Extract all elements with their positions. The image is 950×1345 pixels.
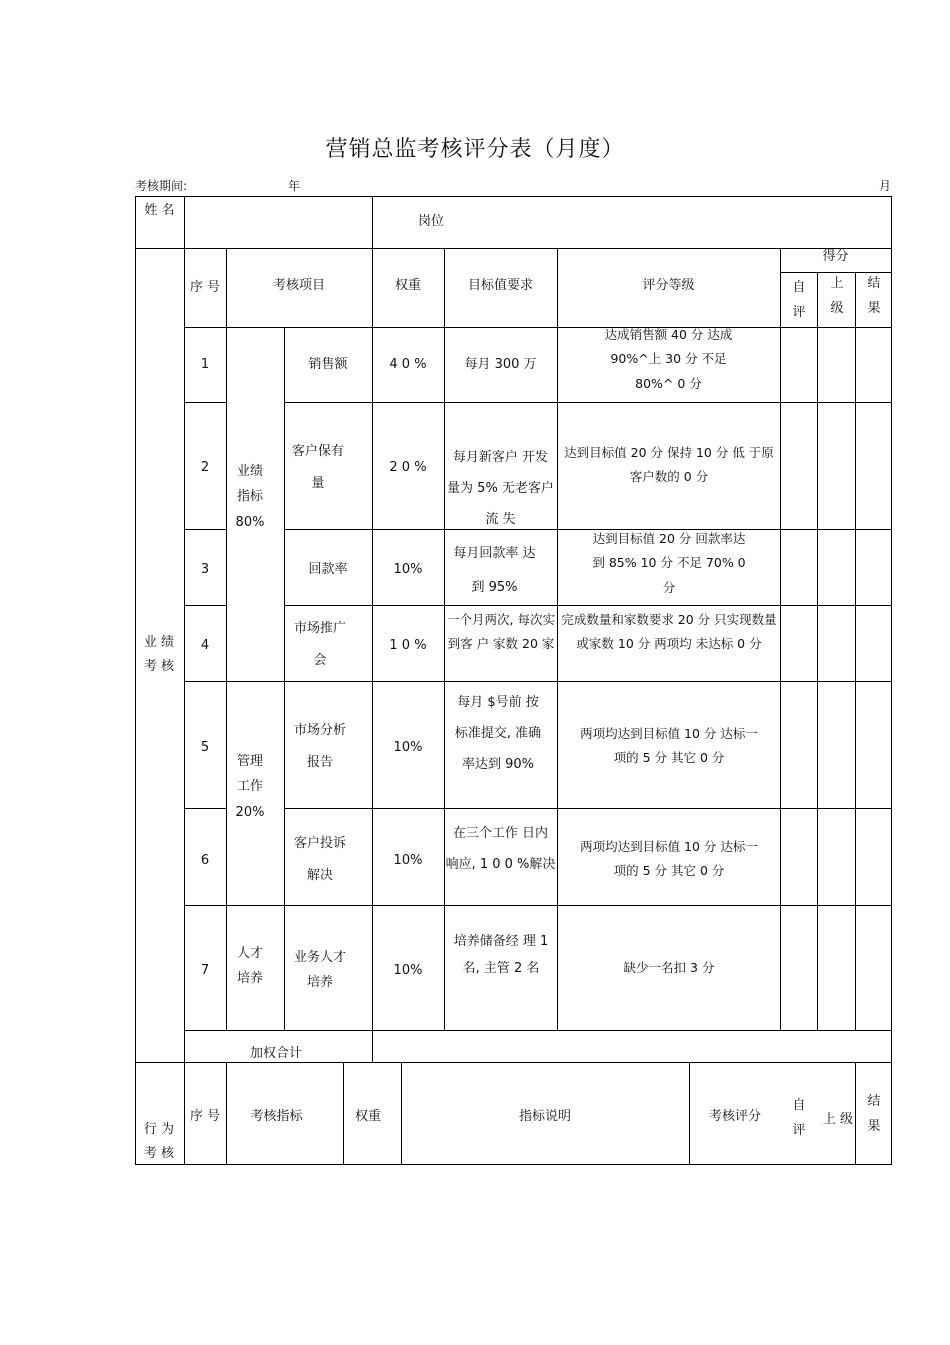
col-result: 结 果 [867,276,881,316]
row-item: 客户投诉 解决 [293,836,346,883]
behavior-col-score: 考核评分 [708,1109,761,1124]
row-seq: 2 [200,460,210,475]
row-weight: 10% [393,853,423,868]
page-title: 营销总监考核评分表（月度） [325,137,625,162]
row-item: 回款率 [308,562,348,577]
period-year: 年 [288,179,301,193]
name-field[interactable] [185,197,371,247]
period-month: 月 [879,179,892,193]
category-performance: 业绩 指标 80% [235,464,265,530]
row-item: 客户保有 量 [291,444,344,491]
row-weight: 10% [393,740,423,755]
col-grading: 评分等级 [642,278,695,293]
category-management: 管理 工作 20% [235,754,265,820]
row-item: 业务人才 培养 [293,950,346,991]
row-grading: 达到目标值 20 分 保持 10 分 低 于原客户数的 0 分 [564,445,774,485]
col-item: 考核项目 [272,278,325,293]
position-label: 岗位 [417,214,444,229]
row-target: 培养储备经 理 1 名, 主管 2 名 [453,934,549,976]
row-grading: 达到目标值 20 分 回款率达到 85% 10 分 不足 70% 0 分 [592,531,746,595]
row-weight: 2 0 % [389,460,427,475]
row-target: 在三个工作 日内 响应, 1 0 0 %解决 [445,826,556,873]
row-target: 每月新客户 开发 量为 5% 无老客户流 失 [447,450,554,528]
position-field[interactable] [460,197,890,247]
behavior-col-seq: 序 号 [189,1109,221,1124]
row-seq: 3 [200,562,210,577]
row-item: 市场推广 会 [293,621,346,668]
col-superior: 上 级 [830,276,844,316]
col-weight: 权重 [394,278,421,293]
row-weight: 1 0 % [389,638,427,653]
row-seq: 6 [200,853,210,868]
row-target: 一个月两次, 每次实到客 户 家数 20 家 [447,612,555,652]
behavior-col-weight: 权重 [354,1109,381,1124]
row-grading: 两项均达到目标值 10 分 达标一项的 5 分 其它 0 分 [580,839,758,879]
row-seq: 1 [200,357,210,372]
row-grading: 两项均达到目标值 10 分 达标一项的 5 分 其它 0 分 [580,726,758,766]
category-talent: 人才 培养 [236,946,263,987]
row-grading: 达成销售额 40 分 达成 90%^上 30 分 不足 80%^ 0 分 [604,327,733,391]
row-item: 市场分析 报告 [293,723,346,770]
name-label: 姓 名 [144,203,175,218]
row-weight: 10% [393,562,423,577]
row-seq: 5 [200,740,210,755]
weighted-total-label: 加权合计 [249,1046,302,1061]
col-self: 自 评 [792,280,806,320]
weighted-total-field[interactable] [373,1031,890,1061]
col-target: 目标值要求 [467,278,533,293]
section-behavior-label: 行 为 考 核 [143,1122,175,1162]
row-weight: 4 0 % [389,357,427,372]
row-grading: 完成数量和家数要求 20 分 只实现数量或家数 10 分 两项均 未达标 0 分 [561,612,777,652]
row-seq: 4 [200,638,210,653]
col-score: 得分 [822,249,849,264]
behavior-col-indicator: 考核指标 [250,1109,303,1124]
col-seq: 序 号 [189,280,221,295]
row-weight: 10% [393,963,423,978]
behavior-col-self: 自 评 [792,1098,806,1138]
row-grading: 缺少一名扣 3 分 [623,960,715,975]
behavior-col-result: 结 果 [867,1094,881,1134]
row-target: 每月 $号前 按 标准提交, 准确率达到 90% [454,695,542,773]
behavior-col-desc: 指标说明 [518,1109,571,1124]
row-target: 每月回款率 达到 95% [453,546,536,595]
section-performance-label: 业 绩 考 核 [143,635,175,675]
row-seq: 7 [200,963,210,978]
period-label: 考核期间: [135,179,188,193]
row-item: 销售额 [308,357,348,372]
row-target: 每月 300 万 [464,357,537,372]
behavior-col-superior: 上 级 [822,1112,854,1127]
